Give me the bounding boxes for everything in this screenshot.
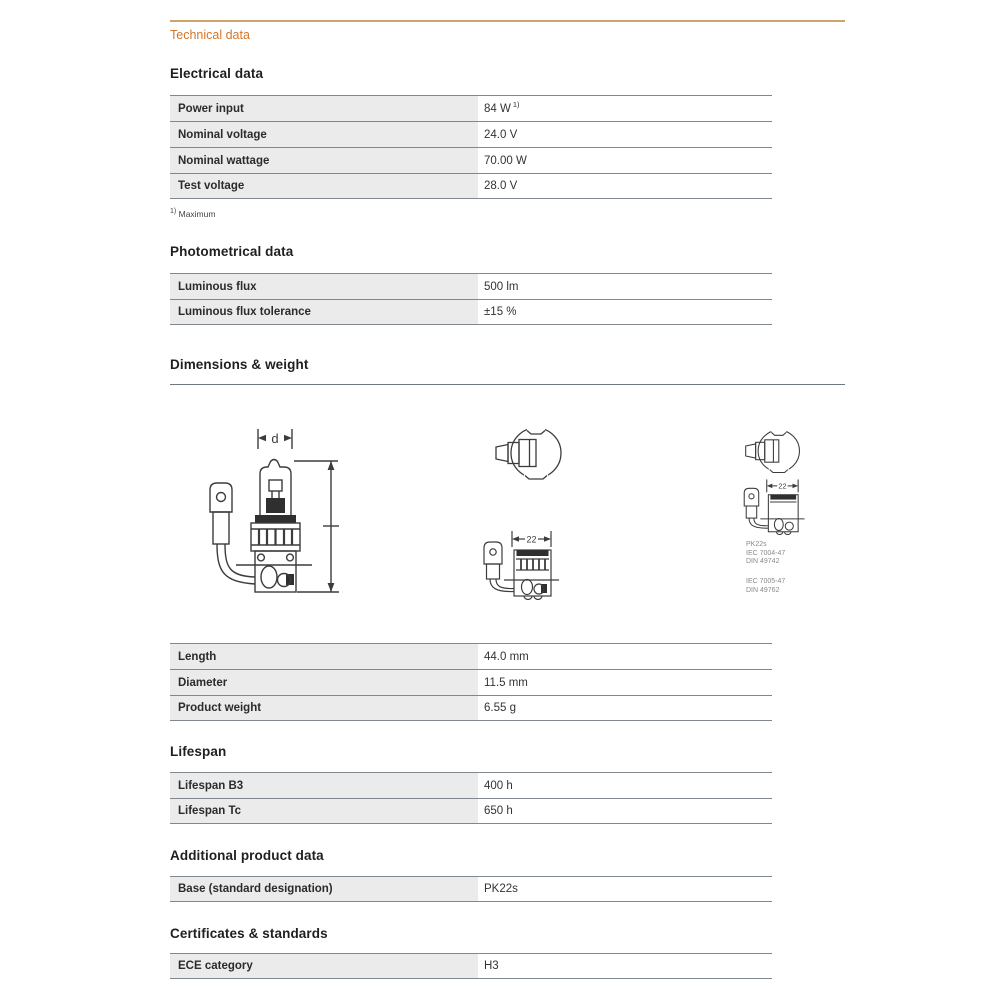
table-row — [170, 173, 772, 199]
table-row — [170, 147, 772, 173]
base-width-dimension-label: 22 — [526, 534, 537, 545]
standard-line: PK22s — [746, 541, 767, 548]
standard-line: DIN 49762 — [746, 586, 780, 594]
row-label: Luminous flux — [170, 274, 478, 299]
electrical-data-table — [170, 95, 772, 199]
table-row — [170, 772, 772, 798]
section-heading-certificates: Certificates & standards — [170, 926, 328, 941]
section-heading-electrical: Electrical data — [170, 66, 264, 81]
row-value: PK22s — [484, 883, 518, 895]
tab-technical-data[interactable]: Technical data — [170, 28, 250, 42]
base-width-dimension-label-small: 22 — [778, 481, 787, 491]
row-value: 650 h — [484, 805, 513, 817]
photometrical-data-table — [170, 273, 772, 325]
table-row — [170, 953, 772, 979]
row-label: ECE category — [170, 954, 478, 978]
table-row — [170, 876, 772, 902]
row-label: Product weight — [170, 696, 478, 720]
row-value: 6.55 g — [484, 702, 516, 714]
section-heading-dimensions: Dimensions & weight — [170, 357, 309, 372]
row-label: Nominal voltage — [170, 122, 478, 147]
row-value: ±15 % — [484, 306, 517, 318]
section-heading-additional: Additional product data — [170, 848, 324, 863]
standard-line: IEC 7005-47 — [746, 578, 786, 585]
table-row — [170, 273, 772, 299]
row-value: 44.0 mm — [484, 650, 529, 663]
bulb-top-view-diagram — [494, 424, 564, 482]
accent-divider — [170, 20, 845, 22]
standard-line: DIN 49742 — [746, 558, 780, 565]
table-row — [170, 95, 772, 121]
table-row — [170, 669, 772, 695]
row-label: Test voltage — [170, 174, 478, 198]
row-value: 500 lm — [484, 280, 519, 293]
row-label: Lifespan B3 — [170, 773, 478, 798]
row-value: 400 h — [484, 779, 513, 792]
row-value: 11.5 mm — [484, 676, 528, 689]
bulb-front-view-diagram — [198, 424, 343, 614]
section-divider — [170, 384, 845, 385]
row-label: Nominal wattage — [170, 148, 478, 173]
section-heading-photometrical: Photometrical data — [170, 244, 294, 259]
row-value: 24.0 V — [484, 128, 518, 141]
lifespan-table — [170, 772, 772, 824]
section-heading-lifespan: Lifespan — [170, 744, 227, 759]
table-row — [170, 695, 772, 721]
row-value: 28.0 V — [484, 180, 518, 192]
bulb-base-side-view-small-diagram — [741, 477, 807, 535]
table-row — [170, 798, 772, 824]
footnote-ref: 1) — [512, 100, 520, 109]
row-label: Power input — [170, 96, 478, 121]
certificates-table — [170, 953, 772, 979]
base-standards-labels — [746, 541, 836, 567]
additional-product-data-table — [170, 876, 772, 902]
row-value: 70.00 W — [484, 154, 527, 167]
row-label: Base (standard designation) — [170, 877, 478, 901]
footnote-marker: 1) — [170, 208, 177, 215]
table-footnote — [170, 208, 215, 219]
bulb-base-side-view-diagram — [480, 528, 562, 600]
row-value: 84 W — [484, 102, 511, 115]
table-row — [170, 643, 772, 669]
diameter-dimension-label: d — [271, 431, 279, 446]
row-label: Length — [170, 644, 478, 669]
row-value: H3 — [484, 960, 499, 972]
row-label: Diameter — [170, 670, 478, 695]
table-row — [170, 299, 772, 325]
standard-line: IEC 7004-47 — [746, 549, 786, 557]
footnote-text: Maximum — [178, 208, 216, 219]
table-row — [170, 121, 772, 147]
row-label: Lifespan Tc — [170, 799, 478, 823]
holder-standards-labels — [746, 578, 836, 595]
bulb-top-view-small-diagram — [742, 427, 804, 475]
dimensions-table — [170, 643, 772, 721]
row-label: Luminous flux tolerance — [170, 300, 478, 324]
